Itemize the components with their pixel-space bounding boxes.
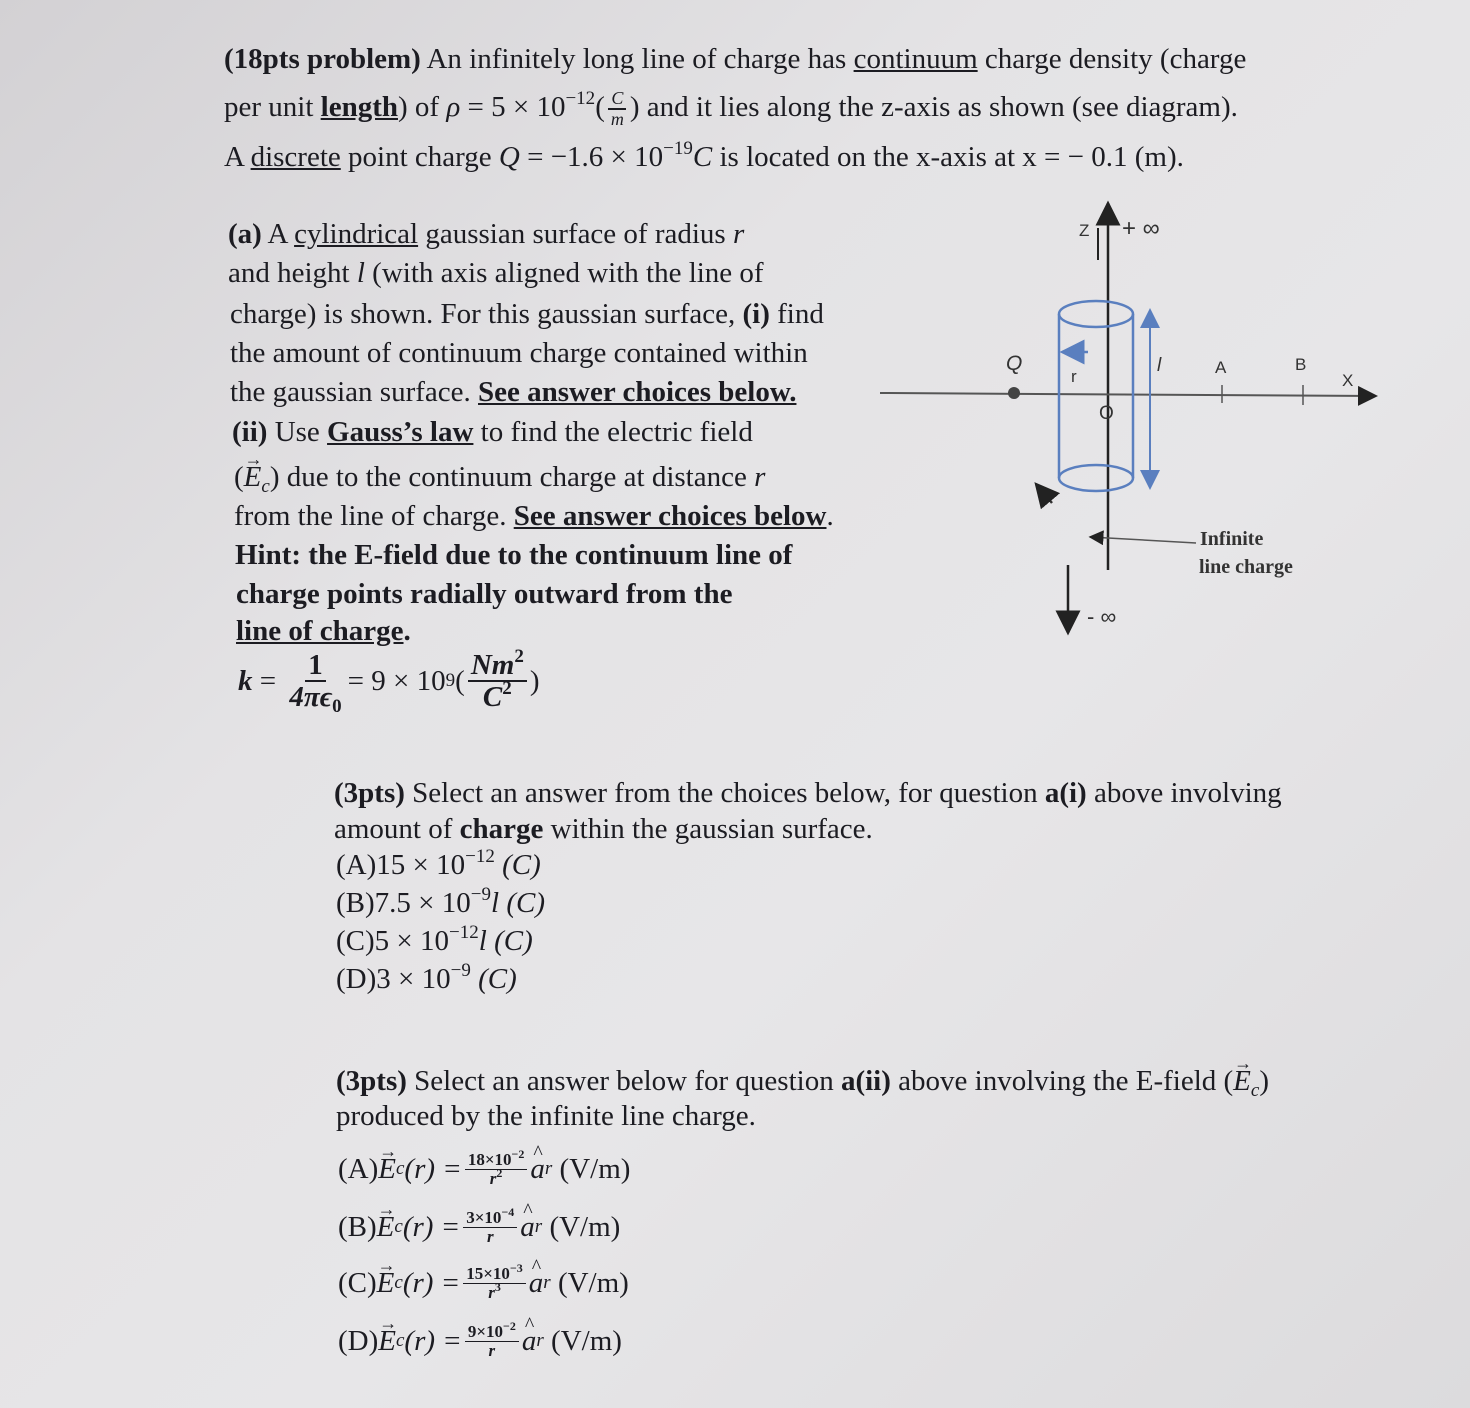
problem-points: (18pts problem): [224, 43, 421, 75]
q-label: Q: [1006, 352, 1023, 375]
r-label: r: [1071, 367, 1077, 386]
line-charge-label: line charge: [1199, 556, 1293, 578]
x-label: X: [1342, 371, 1354, 390]
part-a-line-7: (→ $E_c$) due to the continuum charge at distance r: [234, 458, 765, 496]
q1-choice-c[interactable]: $(C)5 \times 10^{-12}l$ (C): [336, 922, 533, 957]
q2-line-1: (3pts) Select an answer below for question a(ii) above involving the E-field (→ $E_c$): [336, 1062, 1269, 1100]
part-a-line-4: the amount of continuum charge contained within: [230, 337, 808, 369]
infinite-label: Infinite: [1200, 528, 1264, 550]
header-line-3: A discrete point charge $Q = -1.6 \times 10^{-19}C$ is located on the x-axis at x = − 0.1 (m).: [224, 138, 1184, 173]
coulomb-constant-formula: k = $\frac{1}{4\pi\epsilon_0}$ = 9 × 10 9 ( $\frac{Nm^2}{C^2}$ ): [238, 646, 540, 718]
part-a-line-6: (ii) Use Gauss’s law to find the electric field: [232, 416, 753, 448]
part-a-line-8: from the line of charge. See answer choices below.: [234, 500, 834, 532]
cylinder-pointer: [1036, 484, 1052, 503]
q2-choice-a[interactable]: (A) → E c (r) = $\frac{18\times 10^{-2}}{r^2}$ ^ a r (V/m): [338, 1150, 630, 1188]
hint-line-2: charge points radially outward from the: [236, 578, 733, 610]
header-line-1: (18pts problem) An infinitely long line of charge has continuum charge density (charge: [224, 43, 1247, 75]
q2-choice-c[interactable]: (C) → E c (r) = $\frac{15\times 10^{-3}}{r^3}$ ^ a r (V/m): [338, 1264, 629, 1302]
q2-choice-d[interactable]: (D) → E c (r) = $\frac{9\times 10^{-2}}{r}$ ^ a r (V/m): [338, 1322, 622, 1360]
part-a-line-2: and height l (with axis aligned with the line of: [228, 257, 764, 289]
point-b-label: B: [1295, 355, 1307, 374]
q1-choice-b[interactable]: $(B)7.5 \times 10^{-9}l$ (C): [336, 884, 545, 919]
minus-infinity-label: - ∞: [1087, 604, 1117, 629]
hint-line-1: Hint: the E-field due to the continuum line of: [235, 539, 793, 571]
l-label: l: [1157, 355, 1162, 376]
point-charge-dot: [1008, 387, 1020, 399]
part-a-line-5: the gaussian surface. See answer choices below.: [230, 376, 797, 408]
part-a-line-3: charge) is shown. For this gaussian surface, (i) find: [230, 298, 824, 330]
q1-choice-d[interactable]: $(D)3 \times 10^{-9}$ (C): [336, 960, 517, 995]
q1-line-2: amount of charge within the gaussian surface.: [334, 813, 873, 845]
line-charge-pointer: [1090, 537, 1196, 543]
q1-line-1: (3pts) Select an answer from the choices below, for question a(i) above involving: [334, 777, 1282, 809]
z-label: Z: [1079, 221, 1090, 240]
gaussian-cylinder: [1059, 301, 1133, 491]
plus-infinity-label: + ∞: [1122, 215, 1160, 242]
hint-line-3: line of charge.: [236, 615, 411, 647]
q2-choice-b[interactable]: (B) → E c (r) = $\frac{3\times 10^{-4}}{r}$ ^ a r (V/m): [338, 1208, 620, 1246]
point-a-label: A: [1215, 358, 1227, 377]
q1-choice-a[interactable]: $(A)15 \times 10^{-12}$ (C): [336, 846, 541, 881]
header-line-2: per unit length) of $\rho = 5 \times 10^{-12}$( $\frac{C}{m}$ ) and it lies along the z-axis as shown (see diagram).: [224, 88, 1238, 130]
q2-line-2: produced by the infinite line charge.: [336, 1100, 756, 1132]
unit-fraction: $\frac{C}{m}$: [608, 89, 627, 129]
x-axis: [880, 393, 1376, 396]
origin-label: O: [1099, 403, 1114, 424]
part-a-line-1: (a) A cylindrical gaussian surface of radius r: [228, 218, 745, 250]
